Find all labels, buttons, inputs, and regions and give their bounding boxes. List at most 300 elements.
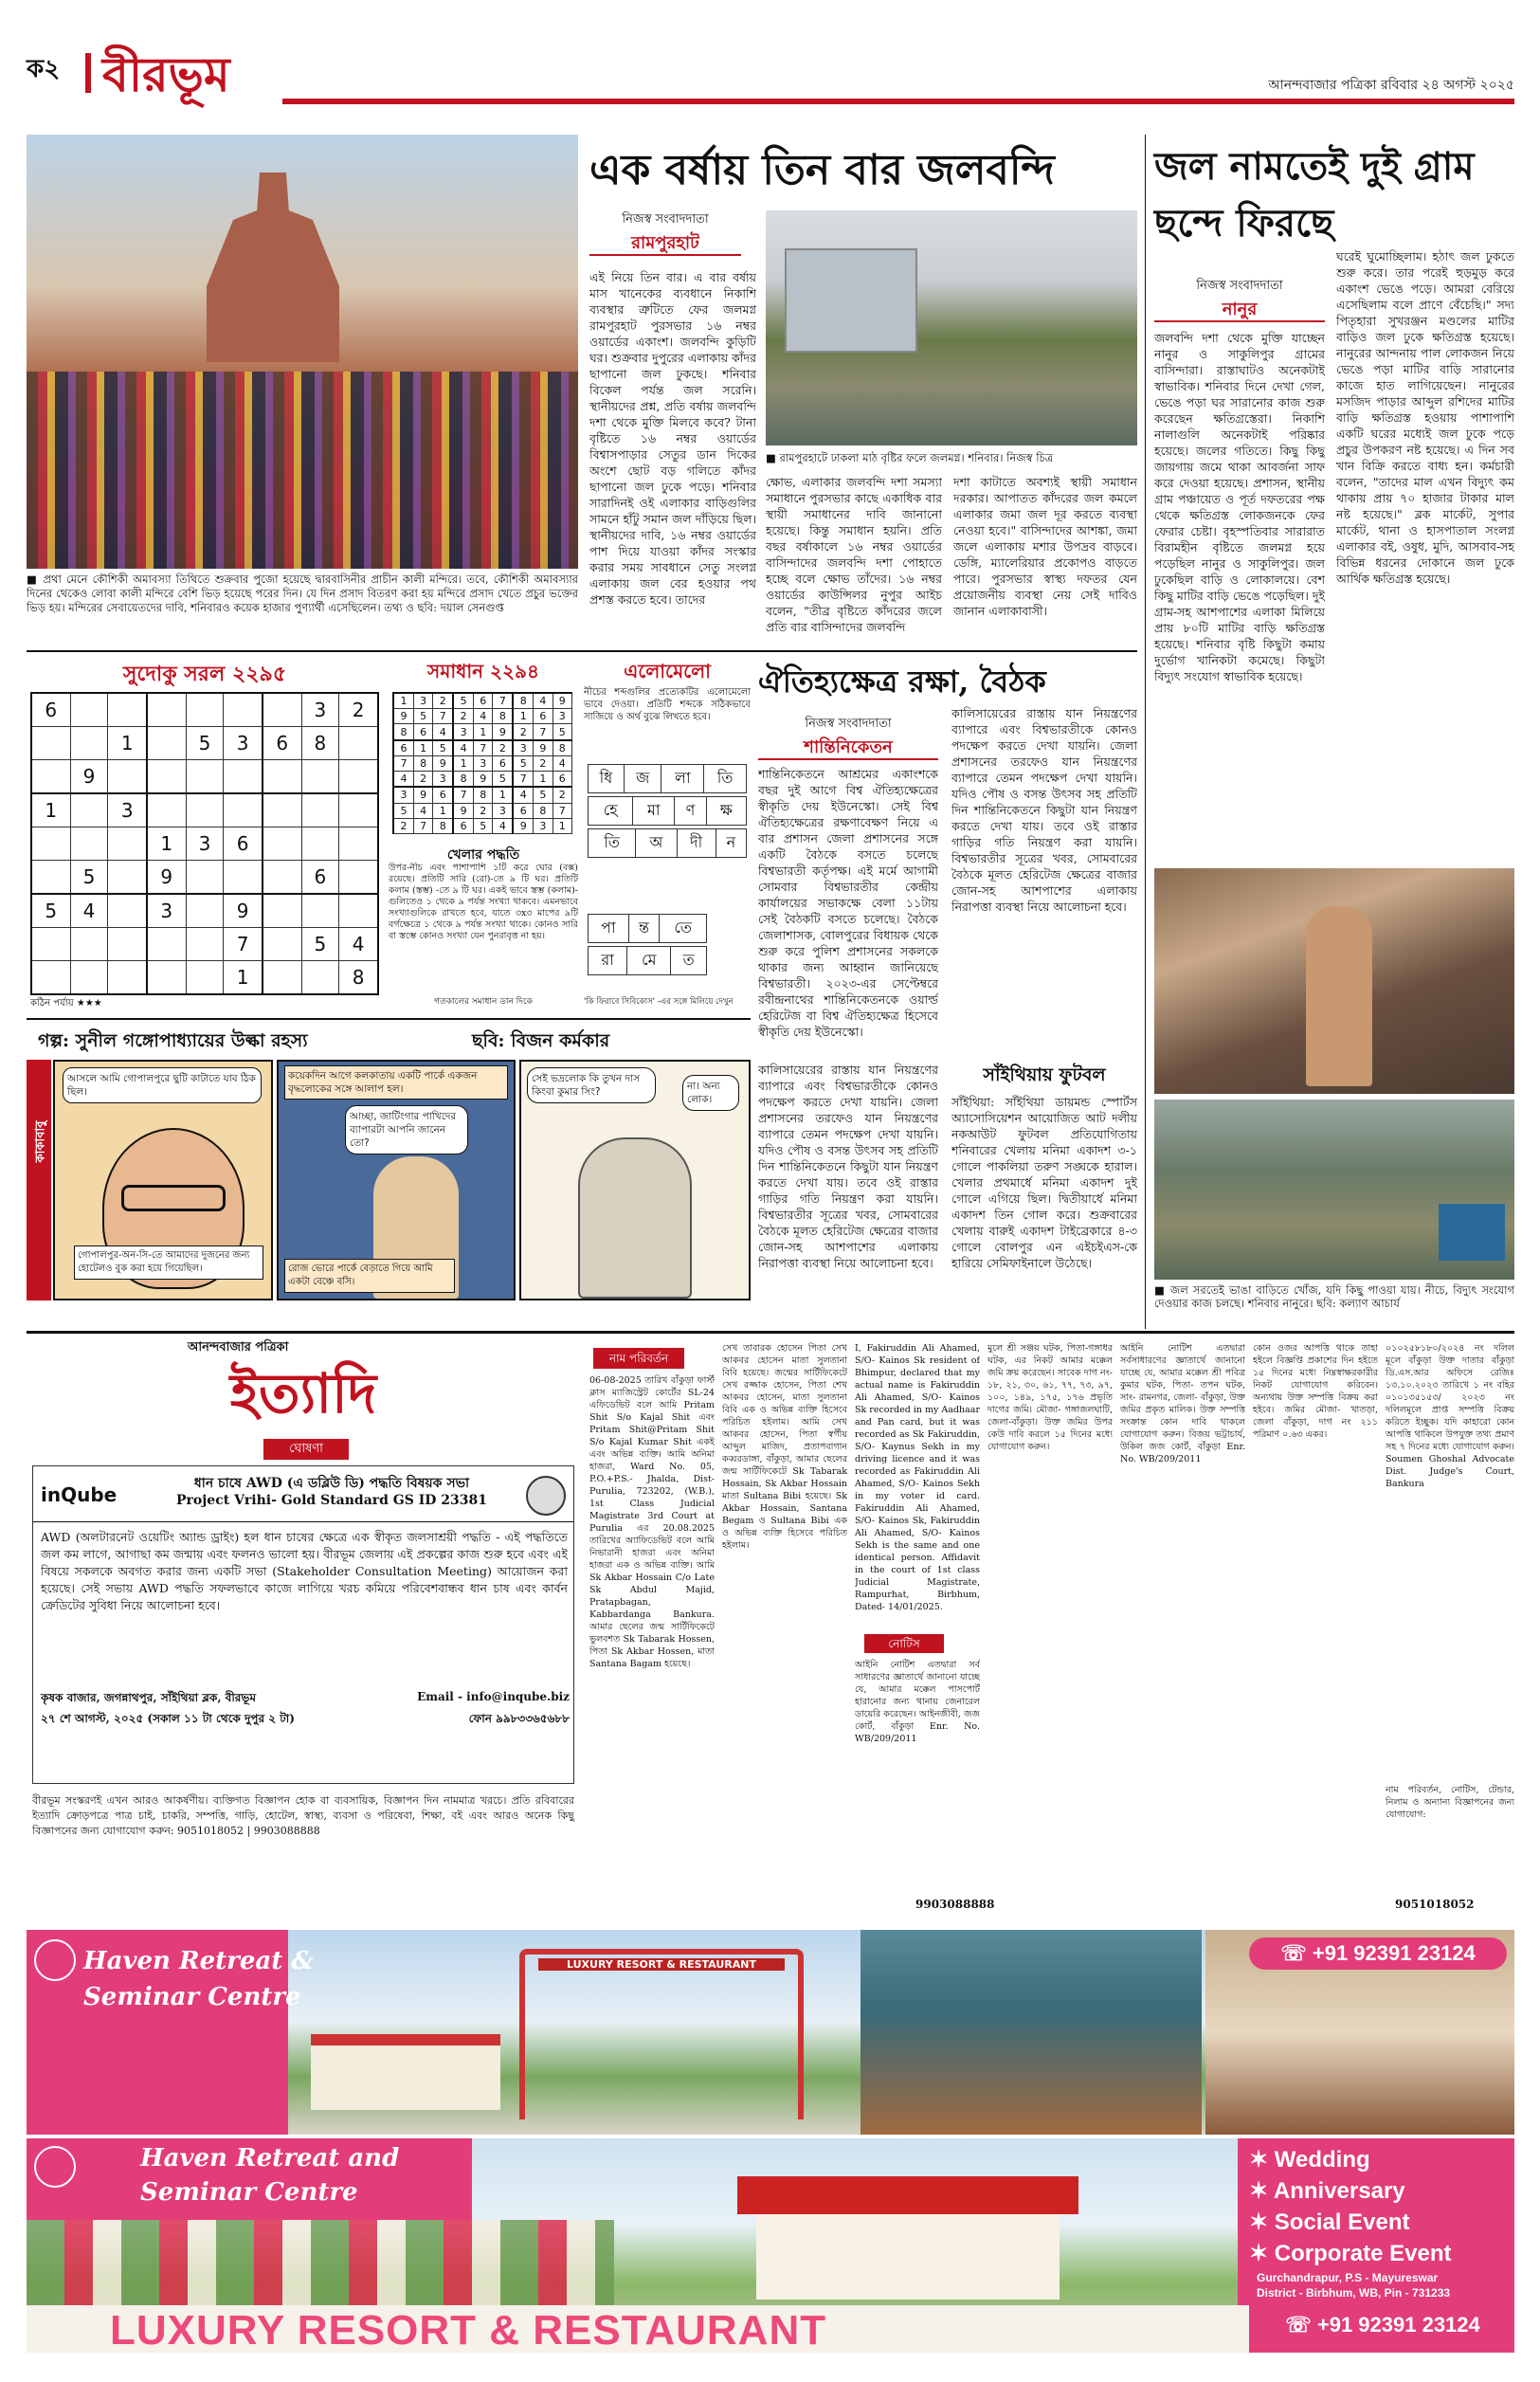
answer-block	[389, 658, 578, 1009]
grid-cell: ন্ত	[628, 915, 659, 943]
grid-cell: 1	[453, 755, 473, 771]
sudoku-block	[27, 658, 383, 1009]
haven-ad-2-banner-text: LUXURY RESORT & RESTAURANT	[110, 2307, 827, 2353]
grid-cell	[31, 827, 70, 861]
bearded-man-figure	[578, 1137, 692, 1299]
story3-headline: ঐতিহ্যক্ষেত্র রক্ষা, বৈঠক	[758, 664, 1046, 700]
grid-cell	[70, 793, 108, 827]
grid-cell: 5	[534, 787, 553, 803]
grid-cell: 3	[474, 755, 493, 771]
grid-cell: 6	[263, 727, 301, 760]
flood-photo-nanoor-top	[1154, 868, 1514, 1094]
grid-cell: 7	[474, 740, 493, 756]
grid-cell: রা	[589, 947, 627, 975]
grid-cell: 3	[433, 772, 453, 788]
resort-cottage-photo	[624, 2138, 1230, 2305]
grid-cell: 4	[453, 740, 473, 756]
grid-cell	[339, 759, 378, 793]
grid-cell: মা	[633, 797, 675, 826]
grid-cell: 6	[301, 860, 339, 894]
story1-headline: এক বর্ষায় তিন বার জলবন্দি	[589, 146, 1055, 194]
inqube-ad-body: AWD (অলটারনেট ওয়েটিং অ্যান্ড ড্রাইং) হল ধান চাষের ক্ষেত্রে এক স্বীকৃত জলসাশ্রয়ী পদ্ধতি - এই পদ্ধতিতে জল কম লাগে, আগাছা কম জন্মায় এবং ফলনও ভালো হয়। বীরভূম জেলায় এই প্রকল্পের কাজ শুরু হবে এবং এই বিষয়ে সকলকে অবগত করার জন্য একটি সভা (Stakeholder Consultation Meeting) আয়োজন করা হয়েছে। সেই সভায় AWD পদ্ধতি সফলভাবে কাজে লাগিয়ে খরচ কমিয়ে পরিবেশবান্ধব ধান চাষ এবং কার্বন ক্রেডিটের সুবিধা নিয়ে আলোচনা হবে।	[41, 1530, 568, 1612]
grid-cell: 8	[553, 740, 571, 756]
grid-cell	[301, 960, 339, 994]
grid-cell	[147, 693, 186, 727]
grid-cell	[186, 793, 224, 827]
grid-cell	[263, 693, 301, 727]
grid-cell	[31, 960, 70, 994]
comic-bubble-6: সেই ভদ্রলোক কি তুখন দাস কিংবা কুমার সিং?	[527, 1067, 656, 1103]
ittadi-top-rule	[27, 1331, 1514, 1334]
grid-cell: অ	[636, 829, 677, 858]
event-item: ✶ Corporate Event	[1249, 2241, 1452, 2266]
grid-cell: 7	[433, 709, 453, 724]
grid-cell: 3	[301, 693, 339, 727]
lotus-icon-2	[34, 2146, 76, 2188]
classifieds-phone-b[interactable]: 9051018052	[1395, 1898, 1475, 1911]
story4-body: সাঁইথিয়া: সাঁইথিয়া ডায়মন্ড স্পোর্টস অ্যাসোসিয়েশন আয়োজিত আট দলীয় নকআউট ফুটবল প্রতিযোগিতায় শনিবারের খেলায় মনিমা একাদশ ৩-১ গোলে পাকলিয়া তরুণ সঙ্ঘকে হারাল। খেলার প্রথমার্ধে মনিমা একাদশ দুই গোলে এগিয়ে ছিল। দ্বিতীয়ার্ধে মনিমা একাদশ তিন গোল করে। শুক্রবারের খেলায় বারুই একাদশ টাইব্রেকারে ৪-৩ গোলে বোলপুর এন এইচইএস-কে হারিয়ে সেমিফাইনালে উঠেছে।	[951, 1095, 1137, 1270]
comic-top-rule	[27, 1018, 751, 1020]
classifieds-col-5: আইনি নোটিশ এতদ্বারা সর্বসাধারণের জ্ঞাতার্থে জানানো যাচ্ছে যে, আমার মক্কেল শ্রী পবিত্র কুমার ঘটক, পিতা- তপন ঘটক, সাং- রামনগর, জেলা- বাঁকুড়া, উক্ত জমির প্রকৃত মালিক। উক্ত সম্পত্তি সংক্রান্ত কোন দাবি থাকলে যোগাযোগ করুন। বিজয় ভট্টাচার্য, উকিল জজ কোর্ট, বাঁকুড়া Enr. No. WB/209/2011	[1120, 1343, 1245, 1464]
grid-cell	[263, 894, 301, 928]
grid-cell: 3	[553, 709, 571, 724]
grid-cell	[31, 727, 70, 760]
haven-ad-1-name-2: Seminar Centre	[83, 1983, 301, 2011]
haven-ad-1-phone[interactable]: ☏ +91 92391 23124	[1249, 1937, 1507, 1970]
grid-cell: 4	[413, 803, 432, 818]
grid-cell	[70, 693, 108, 727]
inqube-ad-place: কৃষক বাজার, জগন্নাথপুর, সাঁইথিয়া ব্লক, বীরভূম	[41, 1691, 256, 1704]
alomelo-word-3	[588, 828, 747, 858]
story1-dateline: রামপুরহাট	[631, 233, 699, 253]
grid-cell	[108, 860, 147, 894]
haven-ad-2-address-1: Gurchandrapur, P.S - Mayureswar	[1257, 2271, 1439, 2284]
classifieds-col-7: ০১০২৫৮১৮০/২০২৪ নং দলিল মূলে বাঁকুড়া উক্ত দাতার বাঁকুড়া ডি.এস.আর অফিসে রেজিঃ ১৩.১০.২০২৩ তারিখে ১ নং বহির ০১০১৩৫১৫৩/ ২০২৩ নং দলিলমূলে প্রাপ্ত সম্পত্তি বিক্রয় করিতে ইচ্ছুক। যদি কাহারো কোন আপত্তি থাকিলে উপযুক্ত তথ্য প্রমাণ সহ ৭ দিনের মধ্যে যোগাযোগ করুন। Soumen Ghoshal Advocate Dist. Judge's Court, Bankura	[1386, 1343, 1514, 1489]
story1-col2: ক্ষোভ, এলাকার জলবন্দি দশা সমস্যা সমাধানে পুরসভার কাছে একাধিক বার স্থায়ী সমাধানের দাবি জানানো হয়েছে। কিন্তু সমাধান হয়নি। প্রতি বছর বর্ষাকালে ১৬ নম্বর ওয়ার্ডের বাসিন্দাদের জলবন্দি দশা পোহাতে হচ্ছে বলে ক্ষোভ তাঁদের। ১৬ নম্বর ওয়ার্ডের কাউন্সিলর নুপুর আইচ বলেন, "তীব্র বৃষ্টিতে কাঁদরের জলে প্রতি বার বাসিন্দাদের জলবন্দি	[766, 475, 942, 634]
grid-cell: 6	[433, 787, 453, 803]
grid-cell: 1	[513, 709, 533, 724]
grid-cell	[31, 860, 70, 894]
grid-cell: 8	[534, 803, 553, 818]
classifieds-col-3-notice: আইনি নোটিশ এতদ্বারা সর্ব সাধারণের জ্ঞাতার্থে জানানো যাচ্ছে যে, আমার মক্কেল পাসপোর্ট হারানোর জন্য থানায় জেনারেল ডায়েরি করেছেন। আইনজীবী, জজ কোর্ট, বাঁকুড়া Enr. No. WB/209/2011	[855, 1660, 980, 1744]
grid-cell	[186, 928, 224, 961]
flood-photo-nanoor-bottom	[1154, 1100, 1514, 1280]
cottage-roof	[737, 2176, 1078, 2214]
story4-headline: সাঁইথিয়ায় ফুটবল	[983, 1064, 1106, 1085]
flood-photo-rampurhat-caption: ■ রামপুরহাটে ঢাকলা মাঠ বৃষ্টির ফলে জলমগ্ন। শনিবার। নিজস্ব চিত্র	[766, 451, 1054, 464]
grid-cell: 9	[433, 755, 453, 771]
story2-col2: ঘরেই ঘুমোচ্ছিলাম। হঠাৎ জল ঢুকতে শুরু করে। তার পরেই হুড়মুড় করে একাংশ ভেঙে পড়ে। আমরা বেরিয়ে এসেছিলাম বলে প্রাণে বেঁচেছি।" সদ্য পিতৃহারা সুখরঞ্জন মণ্ডলের মাটির বাড়িও জল ঢুকে ক্ষতিগ্রস্ত হয়েছে। নানুরের আন্দনায় পাল লোকজন নিয়ে ভেঙে পড়া মাটির বাড়ি সারানোর কাজে হাত লাগিয়েছেন। নানুরের মসজিদ পাড়ার আব্দুল রশিদের মাটির বাড়ি ক্ষতিগ্রস্ত হওয়ায় পাশাপাশি একটি ঘরের মধ্যেই জল ঢুকে পড়ে প্রচুর উপকরণ নষ্ট হয়েছে। এ দিন সব খান বিক্রি করতে বাধ্য হন। কর্মচারী বলেন, "তাদের মাল এখন বিদ্যুৎ কম থাকায় প্রায় ৭০ হাজার টাকার মাল নষ্ট হয়েছে।" ব্লক মার্কেট, সুপার মার্কেট, থানা ও হাসপাতাল সংলগ্ন এলাকার বই, ওষুধ, মুদি, আসবাব-সহ বিভিন্ন ধরনের দোকানে জল ঢুকে আর্থিক ক্ষতিগ্রস্ত হয়েছে।	[1336, 249, 1514, 586]
grid-cell: 5	[393, 803, 413, 818]
story3-dateline: শান্তিনিকেতন	[804, 737, 893, 757]
resort-interior-photo	[861, 1930, 1202, 2135]
grid-cell: 8	[474, 787, 493, 803]
grid-cell	[339, 793, 378, 827]
comic-panel-2	[277, 1060, 516, 1300]
grid-cell: 7	[413, 818, 432, 833]
inqube-ad-time: ২৭ শে আগস্ট, ২০২৫ (সকাল ১১ টা থেকে দুপুর ২ টা)	[41, 1712, 295, 1725]
grid-cell: 2	[534, 755, 553, 771]
temple-photo-caption: ■ প্রথা মেনে কৌশিকী অমাবস্যা তিথিতে শুক্রবার পুজো হয়েছে দ্বারবাসিনীর প্রাচীন কালী মন্দিরে। তবে, কৌশিকী অমাবস্যার দিনের থেকেও লোবা কালী মন্দিরে বেশি ভিড় হয়েছে পরের দিন। যে দিন প্রসাদ বিতরণ করা হয় মন্দিরে প্রসাদ খেতে প্রচুর ভক্তের ভিড় হয়। মন্দিরের সেবায়েতদের দাবি, শনিবারও কয়েক হাজার পুণ্যার্থী এসেছিলেন। তথ্য ও ছবি: দয়াল সেনগুপ্ত	[27, 573, 578, 614]
grid-cell	[70, 727, 108, 760]
grid-cell: 4	[534, 693, 553, 709]
grid-cell	[70, 827, 108, 861]
haven-ad-2-phone[interactable]: ☏ +91 92391 23124	[1285, 2313, 1480, 2337]
grid-cell: 1	[474, 724, 493, 740]
story1-dateline-rule	[589, 254, 741, 256]
crowd	[27, 372, 578, 569]
grid-cell: 3	[413, 693, 432, 709]
grid-cell	[263, 928, 301, 961]
grid-cell: 4	[553, 755, 571, 771]
grid-cell: 6	[534, 709, 553, 724]
section-ribbon	[85, 53, 91, 93]
grid-cell: 7	[534, 724, 553, 740]
grid-cell: 8	[513, 693, 533, 709]
grid-cell	[31, 928, 70, 961]
grid-cell: 8	[301, 727, 339, 760]
grid-cell	[301, 894, 339, 928]
classifieds-col-6: কোন ওজর আপত্তি থাকে তাহা হইলে বিজ্ঞপ্তি প্রকাশের দিন হইতে ১৫ দিনের মধ্যে নিম্নস্বাক্ষরকারীর নিকট যোগাযোগ করিবেন। অন্যথায় উক্ত সম্পত্তি বিক্রয় করা হইবে। জমির মৌজা- খাতড়া, জেলা বাঁকুড়া, দাগ নং ২১১ পরিমাণ ০.৬৩ একর।	[1253, 1343, 1378, 1440]
alomelo-word-5	[588, 946, 707, 975]
grid-cell: 5	[413, 709, 432, 724]
grid-cell: 1	[433, 803, 453, 818]
grid-cell: 6	[513, 803, 533, 818]
comic-art-credit: ছবি: বিজন কর্মকার	[472, 1030, 610, 1051]
grid-cell: 1	[493, 787, 513, 803]
grid-cell: 3	[453, 724, 473, 740]
comic-bubble-1: আসলে আমি গোপালপুরে ছুটি কাটাতে যাব ঠিক ছিল।	[63, 1067, 262, 1103]
cart-shape	[1439, 1204, 1505, 1261]
page-number: ক২	[27, 55, 61, 83]
lotus-icon	[34, 1939, 76, 1981]
grid-cell: 8	[433, 818, 453, 833]
grid-cell: 8	[393, 724, 413, 740]
grid-cell: 7	[493, 693, 513, 709]
comic-title: গল্প: সুনীল গঙ্গোপাধ্যায়ের উল্কা রহস্য	[38, 1030, 308, 1051]
comic-bubble-3: কয়েকদিন আগে কলকাতায় একটি পার্কে একজন বৃদ্ধলোকের সঙ্গে আলাপ হল।	[284, 1065, 508, 1100]
grid-cell: 7	[453, 787, 473, 803]
event-item: ✶ Wedding	[1249, 2147, 1370, 2173]
grid-cell: 6	[224, 827, 263, 861]
grid-cell: 1	[224, 960, 263, 994]
grid-cell: ত	[671, 947, 707, 975]
comic-panel-3	[519, 1060, 751, 1300]
haven-ad-2-name-1: Haven Retreat and	[140, 2144, 400, 2173]
grid-cell	[70, 928, 108, 961]
grid-cell: 5	[433, 740, 453, 756]
grid-cell: 9	[513, 818, 533, 833]
story3-dateline-rule	[758, 758, 938, 760]
comic-bubble-7: না। অন্য লোক।	[682, 1075, 739, 1111]
grid-cell: 5	[453, 693, 473, 709]
grid-cell: 8	[453, 772, 473, 788]
grid-cell: 4	[70, 894, 108, 928]
grid-cell	[108, 759, 147, 793]
grid-cell	[301, 793, 339, 827]
grid-cell: 5	[186, 727, 224, 760]
sudoku-grid	[30, 692, 379, 995]
answer-note: গতকালের সমাধান ডান দিকে	[434, 997, 533, 1007]
grid-cell	[224, 759, 263, 793]
comic-side-text: কাকাবাবু	[33, 1120, 48, 1163]
grid-cell: লা	[661, 765, 704, 793]
rules-text: উপর-নীচ এবং পাশাপাশি ১টি করে ঘোর (বক্স) রয়েছে। প্রতিটি সারি (রো)-তে ৯ টি ঘর। প্রতিটি কলাম (স্তম্ভ) -তে ৯ টি ঘর। একই ভাবে স্তম্ভ (কলাম)-গুলিতেও ১ থেকে ৯ পর্যন্ত সংখ্যা থাকবে। এমনভাবে সংখ্যাগুলিকে রাখতে হবে, যাতে ৩x৩ মাপের ৯টি বর্গক্ষেত্রে ১ থেকে ৯ পর্যন্ত সংখ্যা থাকে। কোনও সারি বা স্তম্ভে কোনও সংখ্যা যেন পুনরাবৃত্ত না হয়।	[389, 863, 578, 941]
grid-cell: ক্ষ	[706, 797, 746, 826]
haven-ad-2-name-2: Seminar Centre	[140, 2178, 358, 2207]
grid-cell: 8	[339, 960, 378, 994]
haven-ad-1-name-1: Haven Retreat &	[83, 1947, 314, 1975]
grid-cell: 6	[553, 772, 571, 788]
grid-cell: 5	[301, 928, 339, 961]
sudoku-difficulty: কঠিন পর্যায় ★★★	[30, 998, 102, 1009]
grid-cell	[147, 960, 186, 994]
story-nanoor	[1154, 135, 1514, 855]
haven-ad-1	[27, 1930, 1514, 2135]
haven-ad-2	[27, 2138, 1514, 2353]
grid-cell	[224, 860, 263, 894]
grid-cell: 6	[393, 740, 413, 756]
grid-cell	[108, 693, 147, 727]
resort-gate	[519, 1949, 804, 2119]
classifieds-col-1: 06-08-2025 তারিখ বাঁকুড়া ফার্স্ট ক্লাস ম্যাজিস্ট্রেট কোর্টের SL-24 এফিডেভিট বলে আমি Pritam Shit S/o Kajal Shit এবং Pritam Shit@Pritam Shit S/o Kajal Kumar Shit একই এবং অভিন্ন ব্যক্তি। আমি অনিমা হাজরা, Ward No. 05, P.O.+P.S.- Jhalda, Dist- Purulia, 723202, (W.B.), 1st Class Judicial Magistrate 3rd Court at Purulia এর 20.08.2025 তারিখের অ্যাফিডেভিট বলে আমি নিভারানী হাজরা এবং অনিমা হাজরা এক ও অভিন্ন ব্যক্তি। আমি Sk Akbar Hossain C/o Late Sk Abdul Majid, Pratapbagan, Kabbardanga Bankura. আমার ছেলের জন্ম সার্টিফিকেটে ভুলবশত Sk Tabarak Hossen, পিতা Sk Akbar Hossen, মাতা Santana Bagam হয়েছে।	[589, 1375, 715, 1669]
sudoku-title: সুদোকু সরল ২২৯৫	[122, 662, 287, 686]
inqube-ad-title: ধান চাষে AWD (এ ডব্লিউ ডি) পদ্ধতি বিষয়ক সভা	[193, 1476, 470, 1491]
grid-cell	[339, 860, 378, 894]
grid-cell: 9	[70, 759, 108, 793]
story-sainthia-football	[951, 1062, 1137, 1299]
grid-cell	[263, 827, 301, 861]
puzzle-top-rule	[27, 650, 1137, 652]
grid-cell	[224, 793, 263, 827]
grid-cell: হে	[589, 797, 633, 826]
grid-cell: মে	[627, 947, 671, 975]
masthead-rule	[282, 99, 1514, 104]
grid-cell	[186, 860, 224, 894]
grid-cell: 8	[413, 755, 432, 771]
inqube-ad-phone: ফোন ৯৯৮৩৩৬৫৬৮৮	[468, 1712, 570, 1725]
grid-cell: 7	[393, 755, 413, 771]
grid-cell: 2	[339, 693, 378, 727]
story2-dateline: নানুর	[1222, 300, 1258, 319]
story3-byline: নিজস্ব সংবাদদাতা	[805, 717, 892, 731]
cottage-body	[756, 2214, 1060, 2300]
answer-title: সমাধান ২২৯৪	[427, 660, 539, 682]
story2-col1: জলবন্দি দশা থেকে মুক্তি যাচ্ছেন নানুর ও সাকুলিপুর গ্রামের বাসিন্দারা। রাস্তাঘাটও অনেকটাই স্বাভাবিক। শনিবার দিনে দেখা গেল, ভেঙে পড়া ঘর সারানোর কাজ শুরু করেছেন ক্ষতিগ্রস্তেরা। নিকাশি নালাগুলি অনেকটাই পরিষ্কার হয়েছে। জলের গতিতে। কিছু কিছু জায়গায় জমে থাকা আবর্জনা সাফ করে দেওয়া হয়েছে। প্রশাসন, স্থানীয় গ্রাম পঞ্চায়েত ও পূর্ত দফতরের পক্ষ থেকে ক্ষতিগ্রস্ত লোকজনকে ফের ফেরার চেষ্টা। বৃহস্পতিবার সারারাত বিরামহীন বৃষ্টিতে জলমগ্ন হয়ে পড়েছিল নানুর ও সাকুলিপুর। জল ঢুকেছিল বাড়ি ও লোকালয়ে। বেশ কিছু মাটির বাড়ি ভেঙে পড়েছিল। দুই গ্রাম-সহ আশপাশের এলাকা মিলিয়ে প্রায় ৮০টি মাটির বাড়ি ক্ষতিগ্রস্ত হয়েছে। শনিবার বৃষ্টি কিছুটা কমায় দুর্ভোগ খানিকটা কমেছে। কিছুটা বিদ্যুৎ সংযোগ স্বাভাবিক হয়েছে।	[1154, 331, 1325, 683]
grid-cell	[263, 759, 301, 793]
grid-cell: 5	[493, 772, 513, 788]
inqube-ad	[32, 1465, 574, 1784]
alomelo-title: এলোমেলো	[624, 660, 711, 682]
grid-cell: 2	[393, 818, 413, 833]
grid-cell: 4	[474, 709, 493, 724]
grid-cell: 6	[31, 693, 70, 727]
grid-cell	[339, 894, 378, 928]
grid-cell: তি	[589, 829, 636, 858]
grid-cell: 6	[493, 755, 513, 771]
grid-cell	[301, 827, 339, 861]
grid-cell: 5	[31, 894, 70, 928]
grid-cell: 3	[393, 787, 413, 803]
grid-cell	[108, 960, 147, 994]
masthead-date: আনন্দবাজার পত্রিকা রবিবার ২৪ অগস্ট ২০২৫	[1268, 78, 1514, 93]
grid-cell	[301, 759, 339, 793]
ittadi-brand: আনন্দবাজার পত্রিকা	[188, 1340, 289, 1355]
grid-cell: 3	[513, 740, 533, 756]
grid-cell: ধি	[589, 765, 625, 793]
alomelo-word-4	[588, 914, 707, 943]
grid-cell	[339, 727, 378, 760]
temple-shape	[207, 173, 339, 362]
grid-cell: ন	[716, 829, 746, 858]
comic-bubble-4: আচ্ছা, জাটিংগার পাখিদের ব্যাপারটা আপনি জানেন তো?	[345, 1105, 468, 1155]
classifieds-col-7-note: নাম পরিবর্তন, নোটিস, টেন্ডার, নিলাম ও অন্যান্য বিজ্ঞাপনের জন্য যোগাযোগ:	[1386, 1785, 1514, 1820]
grid-cell: 3	[493, 803, 513, 818]
grid-cell: 1	[553, 818, 571, 833]
classifieds-header: নাম পরিবর্তন	[593, 1348, 684, 1369]
grid-cell	[263, 960, 301, 994]
grid-cell: 2	[433, 693, 453, 709]
section-title: বীরভূম	[102, 46, 230, 102]
temple-photo	[27, 135, 578, 569]
grid-cell: তে	[660, 915, 707, 943]
flood-photo-rampurhat	[766, 210, 1137, 445]
grid-cell	[108, 894, 147, 928]
story2-headline: জল নামতেই দুই গ্রাম ছন্দে ফিরছে	[1154, 144, 1475, 245]
grid-cell	[70, 960, 108, 994]
grid-cell: তি	[704, 765, 747, 793]
classifieds-col-4: মুলে শ্রী সঞ্জয় ঘটক, পিতা-গঙ্গাধর ঘটক, এর নিকট আমার মক্কেল জমি ক্রয় করেছেন। সাবেক দাগ নং- ১৮, ২১, ৩০, ৬১, ৭৭, ৭৩, ৯৭, ১০০, ১৪৯, ১৭৫, ১৭৬ প্রভৃতি দাগের জমি। মৌজা- গঙ্গাজলঘাটি, জেলা-বাঁকুড়া। উক্ত জমির উপর কেউ দাবি করলে ১৫ দিনের মধ্যে যোগাযোগ করুন।	[987, 1343, 1113, 1452]
story2-byline: নিজস্ব সংবাদদাতা	[1196, 279, 1283, 293]
grid-cell: দী	[677, 829, 716, 858]
grid-cell: 3	[186, 827, 224, 861]
grid-cell: 1	[108, 727, 147, 760]
story1-col3: দশা কাটাতে অবশ্যই স্থায়ী সমাধান দরকার। আপাতত কাঁদরের জল কমলে এলাকার জমা জল দূর করতে ব্যবস্থা নেওয়া হবে।" বাসিন্দাদের আশঙ্কা, জমা জলে এলাকায় মশার উপদ্রব বাড়বে। ডেঙ্গি, ম্যালেরিয়ার প্রকোপও বাড়তে পারে। পুরসভার স্বাস্থ্য দফতর যেন প্রয়োজনীয় ব্যবস্থা নেয় সেই দাবিও জানান এলাকাবাসী।	[953, 475, 1137, 618]
grid-cell: 9	[453, 803, 473, 818]
ittadi-block	[27, 1338, 580, 1922]
grid-cell	[263, 860, 301, 894]
grid-cell	[186, 693, 224, 727]
notice-header: নোটিস	[864, 1634, 944, 1653]
grid-cell: 9	[413, 787, 432, 803]
grid-cell: 2	[474, 803, 493, 818]
grid-cell: 1	[413, 740, 432, 756]
grid-cell: 9	[224, 894, 263, 928]
inqube-ad-subtitle: Project Vrihi- Gold Standard GS ID 23381	[175, 1493, 488, 1508]
grid-cell	[147, 759, 186, 793]
grid-cell	[339, 827, 378, 861]
person-shape	[1306, 906, 1372, 1086]
grid-cell: 2	[513, 724, 533, 740]
story-heritage-meeting	[758, 658, 1137, 1056]
comic-side-label	[27, 1060, 51, 1300]
grid-cell: 8	[493, 709, 513, 724]
ghoshona-label: ঘোষণা	[263, 1439, 349, 1460]
resort-building	[311, 2034, 500, 2110]
grid-cell: 6	[453, 818, 473, 833]
grid-cell	[147, 727, 186, 760]
grid-cell	[108, 827, 147, 861]
grid-cell: 9	[534, 740, 553, 756]
classifieds-col-2: সেখ তাবারক হোসেন পিতা সেখ আকবর হোসেন মাতা সুলতানা বিবি হয়েছে। জন্মের সার্টিফিকেটে সেখ রজ্জাক হোসেন, পিতা শেখ আকবর হোসেন, মাতা সুলতানা বিবি এক ও অভিন্ন ব্যক্তি হিসেবে পরিচিত হইলাম। আমি সেখ আকবর হোসেন, পিতা স্বর্গীয় আব্দুল মাজিদ, প্রতাপবাগান কব্বরডাঙ্গা, বাঁকুড়া, আমার ছেলের জন্ম সার্টিফিকেটে Sk Tabarak Hossain, Sk Akbar Hossain মাতা Sultana Bibi হয়েছে। Sk Akbar Hossain, Santana Begam ও Sultana Bibi এক ও অভিন্ন ব্যক্তি হিসেবে পরিচিত হইলাম।	[722, 1343, 847, 1551]
story-flooding-rampurhat	[589, 135, 1137, 654]
alomelo-intro: নীচের শব্দগুলির প্রত্যেকটির এলোমেলো ভাবে দেওয়া। প্রতিটি শব্দকে সঠিকভাবে সাজিয়ে ও অর্থ বুঝে লিখতে হবে।	[584, 687, 751, 722]
grid-cell: 6	[413, 724, 432, 740]
grid-cell: 5	[70, 860, 108, 894]
grid-cell: 7	[224, 928, 263, 961]
grid-cell	[263, 793, 301, 827]
grid-cell: 5	[474, 818, 493, 833]
glasses-icon	[121, 1185, 226, 1211]
inqube-rule	[33, 1521, 573, 1522]
answer-grid	[392, 692, 572, 834]
alomelo-word-2	[588, 796, 747, 826]
event-item: ✶ Anniversary	[1249, 2178, 1405, 2204]
grid-cell	[186, 960, 224, 994]
grid-cell: 7	[553, 803, 571, 818]
ittadi-footer: বীরভূম সংস্করণই এখন আরও আকর্ষণীয়। ব্যক্তিগত বিজ্ঞাপন হোক বা ব্যবসায়িক, বিজ্ঞাপন দিন নামমাত্র খরচে। প্রতি রবিবারের ইত্যাদি ক্রোড়পত্রে পাত্র চাই, চাকরি, সম্পত্তি, গাড়ি, হোটেল, স্বাস্থ্য, ব্যবসা ও পরিষেবা, শিক্ষা, বই এবং আরও অনেক কিছু বিজ্ঞাপনের জন্য যোগাযোগ করুন: 9051018052 | 9903088888	[32, 1794, 574, 1837]
resort-aerial-photo	[27, 2220, 614, 2305]
classifieds-col-3: I, Fakiruddin Ali Ahamed, S/O- Kainos Sk resident of Bhimpur, declared that my actual name is Fakiruddin Ali Ahamed, S/O- Kainos Sk recorded in my Aadhaar and Pan card, but it was recorded as Sk Fakiruddin, S/O- Kaynus Sekh in my driving licence and it was recorded as Fakiruddin Ali Ahamed, S/O- Kainos Sekh in my voter id card. Fakiruddin Ali Ahamed, S/O- Kainos Sk, Fakiruddin Ali Ahamed, S/O- Kainos Sekh is the same and one identical person. Affidavit in the court of 1st class Judicial Magistrate, Rampurhat, Birbhum, Dated- 14/01/2025.	[855, 1343, 980, 1612]
grid-cell: 3	[224, 727, 263, 760]
story3-continued: কালিসায়েরের রাস্তায় যান নিয়ন্ত্রণের ব্যাপারে এবং বিশ্বভারতীকে কোনও পদক্ষেপ করতে দেখা যায়নি। জেলা প্রশাসনের তরফেও যান নিয়ন্ত্রণের ব্যাপারে তেমন পদক্ষেপ দেখা যায়নি। যদিও পৌষ ও বসন্ত উৎসব সহ প্রতিটি দিন শান্তিনিকেতনে কিছুটা যান নিয়ন্ত্রণ করতে দেখা যায়। তবে ওই রাস্তার গাড়ির গতি নিয়ন্ত্রণ করা যায়নি। বিশ্বভারতীর সূত্রের খবর, সোমবারের বৈঠকে মূলত হেরিটেজ ক্ষেত্রের বাজার জোন-সহ আশপাশের এলাকায় নিরাপত্তা ব্যবস্থা নিয়ে আলোচনা হবে।	[758, 1063, 938, 1270]
comic-bubble-2: গোপালপুর-অন-সি-তে আমাদের দুজনের জন্য হোটেলও বুক করা হয়ে গিয়েছিল।	[74, 1246, 263, 1280]
grid-cell: পা	[589, 915, 629, 943]
grid-cell: 2	[493, 740, 513, 756]
grid-cell: 9	[493, 724, 513, 740]
grid-cell	[31, 759, 70, 793]
ittadi-title: ইত্যাদি	[229, 1361, 377, 1426]
grid-cell	[186, 894, 224, 928]
classifieds	[589, 1338, 1514, 1922]
grid-cell: 5	[553, 724, 571, 740]
grid-cell: জ	[624, 765, 661, 793]
grid-cell	[147, 793, 186, 827]
inqube-logo: inQube	[41, 1483, 118, 1506]
inqube-ad-email[interactable]: Email - info@inqube.biz	[417, 1690, 570, 1703]
grid-cell: 2	[453, 709, 473, 724]
nanoor-photo-caption: ■ জল সরতেই ভাঙা বাড়িতে খোঁজ, যদি কিছু পাওয়া যায়। নীচে, বিদ্যুৎ সংযোগ দেওয়ার কাজ চলছে। শনিবার নানুরে। ছবি: কল্যাণ আচার্য	[1154, 1283, 1514, 1310]
grid-cell	[224, 693, 263, 727]
grid-cell: 9	[147, 860, 186, 894]
house-shape	[785, 248, 917, 353]
alomelo-footer: 'কি ফিরাবে সিবিকোস' -এর সঙ্গে মিলিয়ে দেখুন	[584, 997, 734, 1007]
grid-cell: 7	[513, 772, 533, 788]
story1-byline: নিজস্ব সংবাদদাতা	[622, 212, 709, 227]
grid-cell: 4	[393, 772, 413, 788]
grid-cell: 4	[493, 818, 513, 833]
grid-cell: 4	[433, 724, 453, 740]
grid-cell: 9	[393, 709, 413, 724]
grid-cell	[186, 759, 224, 793]
story3-col1: শান্তিনিকেতনে আশ্রমের একাংশকে বছর দুই আগে বিশ্ব ঐতিহ্যক্ষেত্রের স্বীকৃতি দেয় ইউনেস্কো। সেই বিশ্ব ঐতিহ্যক্ষেত্রের রক্ষণাবেক্ষণ নিয়ে এ বার প্রশাসন জেলা প্রশাসনের সঙ্গে একটি বৈঠকে বসতে চলেছে বিশ্বভারতী কর্তৃপক্ষ। এই মর্মে আগামী সোমবার বিশ্বভারতীর কেন্দ্রীয় কার্যালয়ের সভাকক্ষে বেলা ১১টায় সেই বৈঠকটি বসতে চলেছে। বৈঠকে জেলাশাসক, বোলপুরের বিধায়ক থেকে শুরু করে পুলিশ প্রশাসনের সকলকে থাকার জন্য আহ্বান জানিয়েছে বিশ্বভারতী। ২০২৩-এর সেপ্টেম্বরে রবীন্দ্রনাথের শান্তিনিকেতনকে ওয়ার্ল্ড হেরিটেজ বা বিশ্ব ঐতিহ্যক্ষেত্র হিসেবে স্বীকৃতি দেয় ইউনেস্কো।	[758, 767, 938, 1039]
comic-strip	[27, 1018, 751, 1302]
story2-dateline-rule	[1154, 320, 1325, 322]
grid-cell: 3	[108, 793, 147, 827]
grid-cell: 1	[393, 693, 413, 709]
story1-col1: এই নিয়ে তিন বার। এ বার বর্ষায় মাস খানেকের ব্যবধানে নিকাশি ব্যবস্থার ত্রুটিতে ফের জলমগ্ন রামপুরহাট পুরসভার ১৬ নম্বর ওয়ার্ডের একাংশ। জলবন্দি কুড়িটি ঘর। শুক্রবার দুপুরের এলাকায় কাঁদর ছাপানো জল ঢুকছে। শনিবার বিকেল পর্যন্ত জল সরেনি। স্থানীয়দের প্রশ্ন, প্রতি বর্ষায় জলবন্দি দশা থেকে মুক্তি মিলবে কবে? টানা বৃষ্টিতে ১৬ নম্বর ওয়ার্ডের বিশ্বাসপাড়ার সেতুর ডান দিকের অংশে ছোট বড় গলিতে কাঁদর ছাপানো জল ঢুকে পড়ে। শনিবার সারাদিনই ওই এলাকার বাড়িগুলির সামনে হাঁটু সমান জল দাঁড়িয়ে ছিল। স্থানীয়দের দাবি, ১৬ নম্বর ওয়ার্ডের পাশ দিয়ে যাওয়া কাঁদর সংস্কার করার সময় সাবধানে সেতু সংলগ্ন এলাকায় জল বের হওয়ার পথ প্রশস্ত করতে হবে। তাদের	[589, 270, 756, 607]
comic-panel-1	[53, 1060, 273, 1300]
story3-col2: কালিসায়েরের রাস্তায় যান নিয়ন্ত্রণের ব্যাপারে এবং বিশ্বভারতীকে কোনও পদক্ষেপ করতে দেখা যায়নি। জেলা প্রশাসনের তরফেও যান নিয়ন্ত্রণের ব্যাপারে তেমন পদক্ষেপ দেখা যায়নি। যদিও পৌষ ও বসন্ত উৎসব সহ প্রতিটি দিন শান্তিনিকেতনে কিছুটা যান নিয়ন্ত্রণ করতে দেখা যায়। তবে ওই রাস্তার গাড়ির গতি নিয়ন্ত্রণ করা যায়নি। বিশ্বভারতীর সূত্রের খবর, সোমবারের বৈঠকে মূলত হেরিটেজ ক্ষেত্রের বাজার জোন-সহ আশপাশের এলাকায় নিরাপত্তা ব্যবস্থা নিয়ে আলোচনা হবে।	[951, 706, 1137, 914]
haven-ad-2-address-2: District - Birbhum, WB, Pin - 731233	[1257, 2286, 1451, 2300]
grid-cell: 2	[553, 787, 571, 803]
comic-bubble-5: রোজ ভোরে পার্কে বেড়াতে গিয়ে আমি একটা বেঞ্চে বসি।	[284, 1259, 455, 1293]
grid-cell	[108, 928, 147, 961]
masthead	[27, 40, 1514, 116]
grid-cell: 6	[474, 693, 493, 709]
classifieds-phone-a[interactable]: 9903088888	[915, 1898, 995, 1911]
rules-title: খেলার পদ্ধতি	[446, 847, 520, 863]
